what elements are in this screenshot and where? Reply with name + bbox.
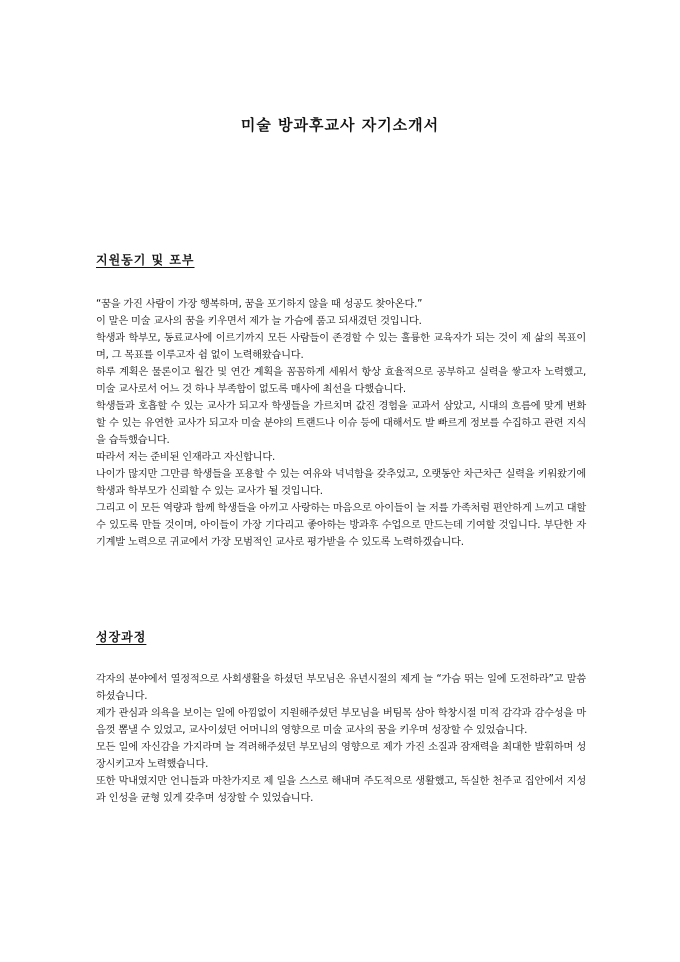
section-motivation <box>96 251 586 551</box>
document-title: 미술 방과후교사 자기소개서 <box>240 116 440 134</box>
section-growth <box>96 628 586 807</box>
paragraph: 제가 관심과 의욕을 보이는 일에 아낌없이 지원해주셨던 부모님을 버팀목 삼아 학창시절 미적 감각과 감수성을 마음껏 뽐낼 수 있었고, 교사이셨던 어머니의 영향으로 미술 교사의 꿈을 키우며 성장할 수 있었습니다. <box>96 708 586 736</box>
paragraph: 나이가 많지만 그만큼 학생들을 포용할 수 있는 여유와 넉넉함을 갖추었고, 오랫동안 차근차근 실력을 키워왔기에 학생과 학부모가 신뢰할 수 있는 교사가 될 것입니다. <box>96 469 586 497</box>
paragraph: 각자의 분야에서 열정적으로 사회생활을 하셨던 부모님은 유년시절의 제게 늘 “가슴 뛰는 일에 도전하라”고 말씀하셨습니다. <box>96 674 586 702</box>
paragraph: 모든 일에 자신감을 가지라며 늘 격려해주셨던 부모님의 영향으로 제가 가진 소질과 잠재력을 최대한 발휘하며 성장시키고자 노력했습니다. <box>96 742 586 770</box>
paragraph: 또한 막내였지만 언니들과 마찬가지로 제 일을 스스로 해내며 주도적으로 생활했고, 독실한 천주교 집안에서 지성과 인성을 균형 있게 갖추며 성장할 수 있었습니다. <box>96 776 586 804</box>
paragraph: 그리고 이 모든 역량과 함께 학생들을 아끼고 사랑하는 마음으로 아이들이 늘 저를 가족처럼 편안하게 느끼고 대할 수 있도록 만들 것이며, 아이들이 가장 기다리고 좋아하는 방과후 수업으로 만드는데 기여할 것입니다. 부단한 자기계발 노력으로 귀교에서 가장 모범적인 교사로 평가받을 수 있도록 노력하겠습니다. <box>96 503 586 548</box>
paragraph: 이 말은 미술 교사의 꿈을 키우면서 제가 늘 가슴에 품고 되새겼던 것입니다. <box>96 316 422 327</box>
paragraph: 따라서 저는 준비된 인재라고 자신합니다. <box>96 452 276 463</box>
section-heading: 성장과정 <box>96 630 147 644</box>
section-heading: 지원동기 및 포부 <box>96 253 195 267</box>
paragraph: 학생들과 호흡할 수 있는 교사가 되고자 학생들을 가르치며 값진 경험을 교과서 삼았고, 시대의 흐름에 맞게 변화할 수 있는 유연한 교사가 되고자 미술 분야의 트랜드나 이슈 등에 대해서도 발 빠르게 정보를 수집하고 관련 지식을 습득했습니다. <box>96 401 586 446</box>
paragraph: “꿈을 가진 사람이 가장 행복하며, 꿈을 포기하지 않을 때 성공도 찾아온다.” <box>96 299 423 310</box>
paragraph: 학생과 학부모, 동료교사에 이르기까지 모든 사람들이 존경할 수 있는 훌륭한 교육자가 되는 것이 제 삶의 목표이며, 그 목표를 이루고자 쉼 없이 노력해왔습니다. <box>96 333 586 361</box>
paragraph: 하루 계획은 물론이고 월간 및 연간 계획을 꼼꼼하게 세워서 항상 효율적으로 공부하고 실력을 쌓고자 노력했고, 미술 교사로서 어느 것 하나 부족함이 없도록 매사에 최선을 다했습니다. <box>96 367 586 395</box>
